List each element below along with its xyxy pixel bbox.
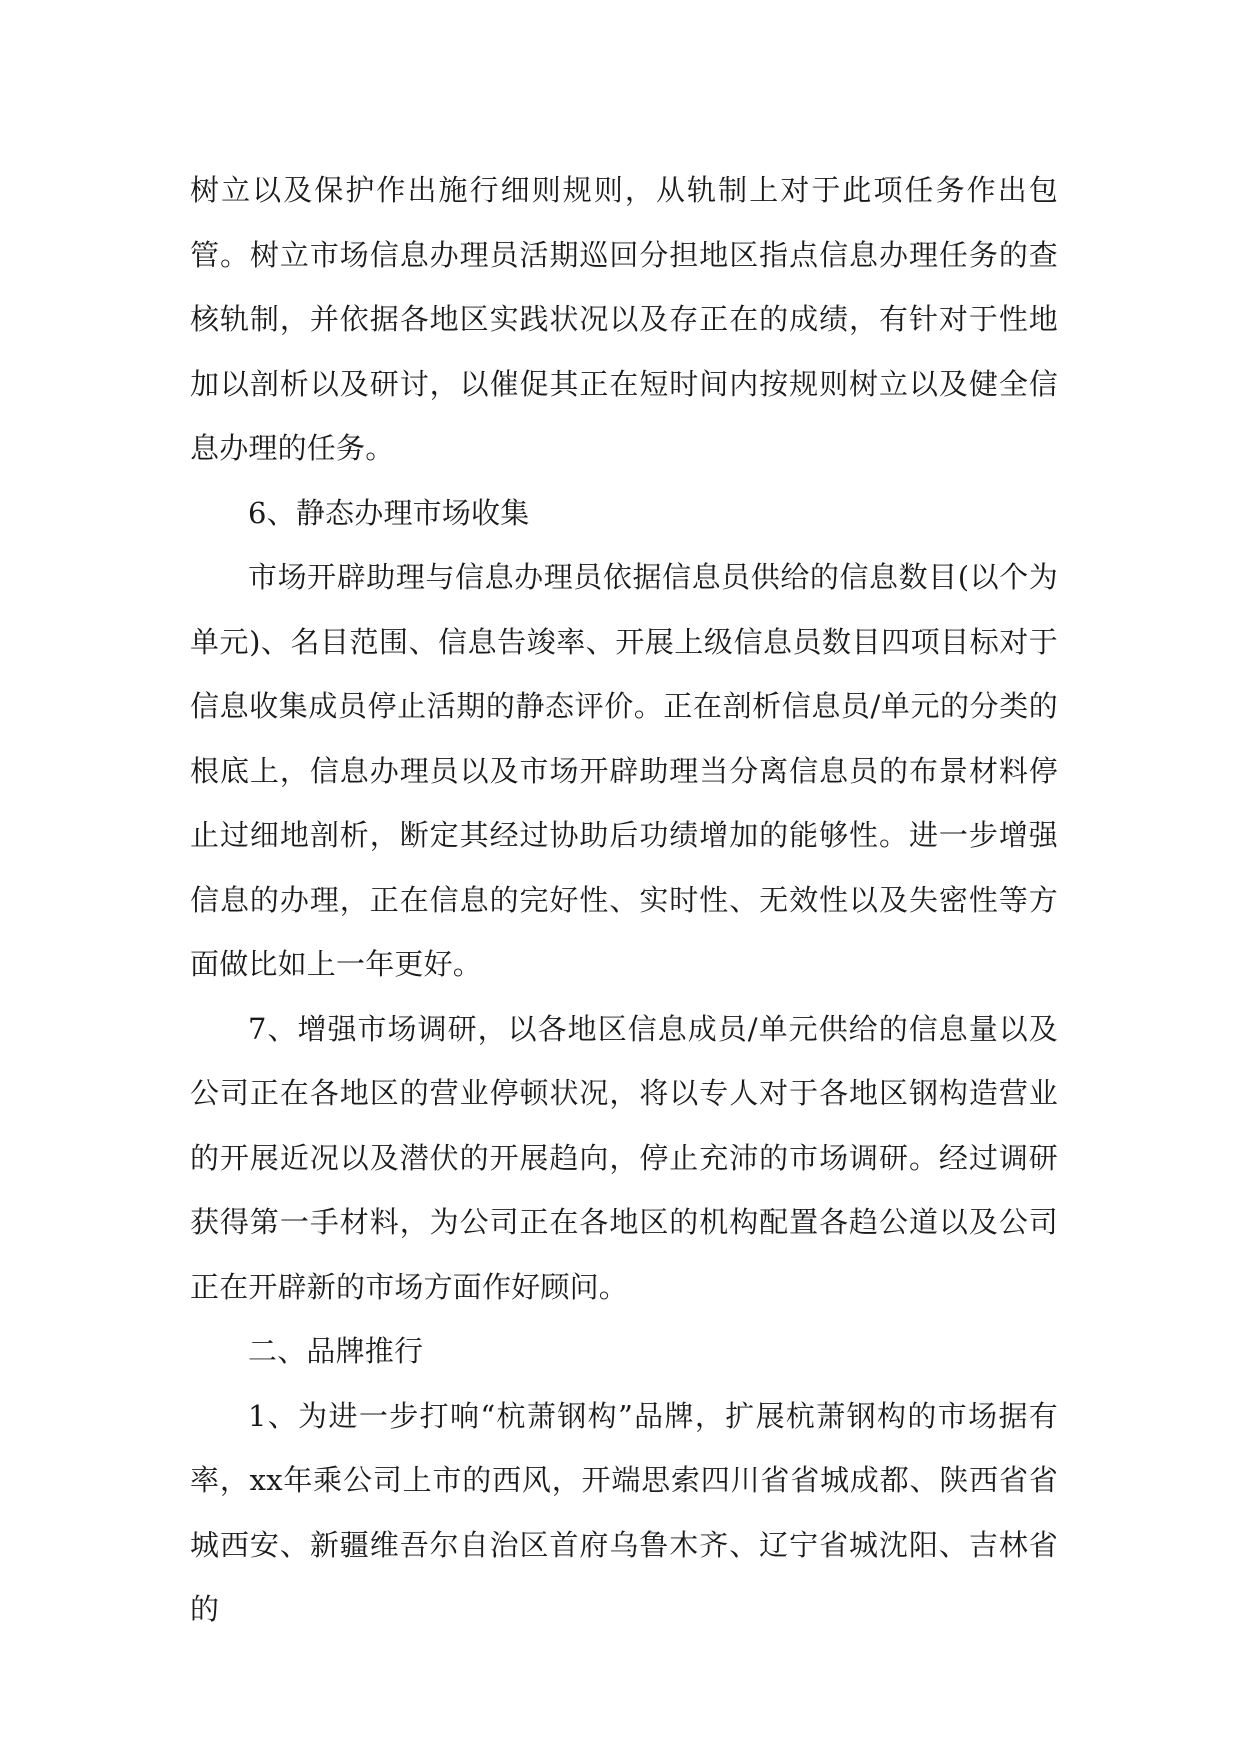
paragraph: 7、增强市场调研，以各地区信息成员/单元供给的信息量以及公司正在各地区的营业停顿状况，将以专人对于各地区钢构造营业的开展近况以及潜伏的开展趋向，停止充沛的市场调研。经过调研获得第一手材料，为公司正在各地区的机构配置各趋公道以及公司正在开辟新的市场方面作好顾问。	[190, 1011, 1058, 1304]
section-heading: 6、静态办理市场收集	[248, 495, 530, 530]
section-heading: 二、品牌推行	[248, 1334, 424, 1368]
document-body	[190, 158, 1058, 1642]
paragraph: 市场开辟助理与信息办理员依据信息员供给的信息数目(以个为单元)、名目范围、信息告竣率、开展上级信息员数目四项目标对于信息收集成员停止活期的静态评价。正在剖析信息员/单元的分类的根底上，信息办理员以及市场开辟助理当分离信息员的布景材料停止过细地剖析，断定其经过协助后功绩增加的能够性。进一步增强信息的办理，正在信息的完好性、实时性、无效性以及失密性等方面做比如上一年更好。	[190, 560, 1058, 981]
paragraph: 1、为进一步打响“杭萧钢构”品牌，扩展杭萧钢构的市场据有率，xx年乘公司上市的西风，开端思索四川省省城成都、陕西省省城西安、新疆维吾尔自治区首府乌鲁木齐、辽宁省城沈阳、吉林省的	[190, 1398, 1058, 1626]
paragraph: 树立以及保护作出施行细则规则，从轨制上对于此项任务作出包管。树立市场信息办理员活期巡回分担地区指点信息办理任务的查核轨制，并依据各地区实践状况以及存正在的成绩，有针对于性地加以剖析以及研讨，以催促其正在短时间内按规则树立以及健全信息办理的任务。	[190, 173, 1058, 465]
